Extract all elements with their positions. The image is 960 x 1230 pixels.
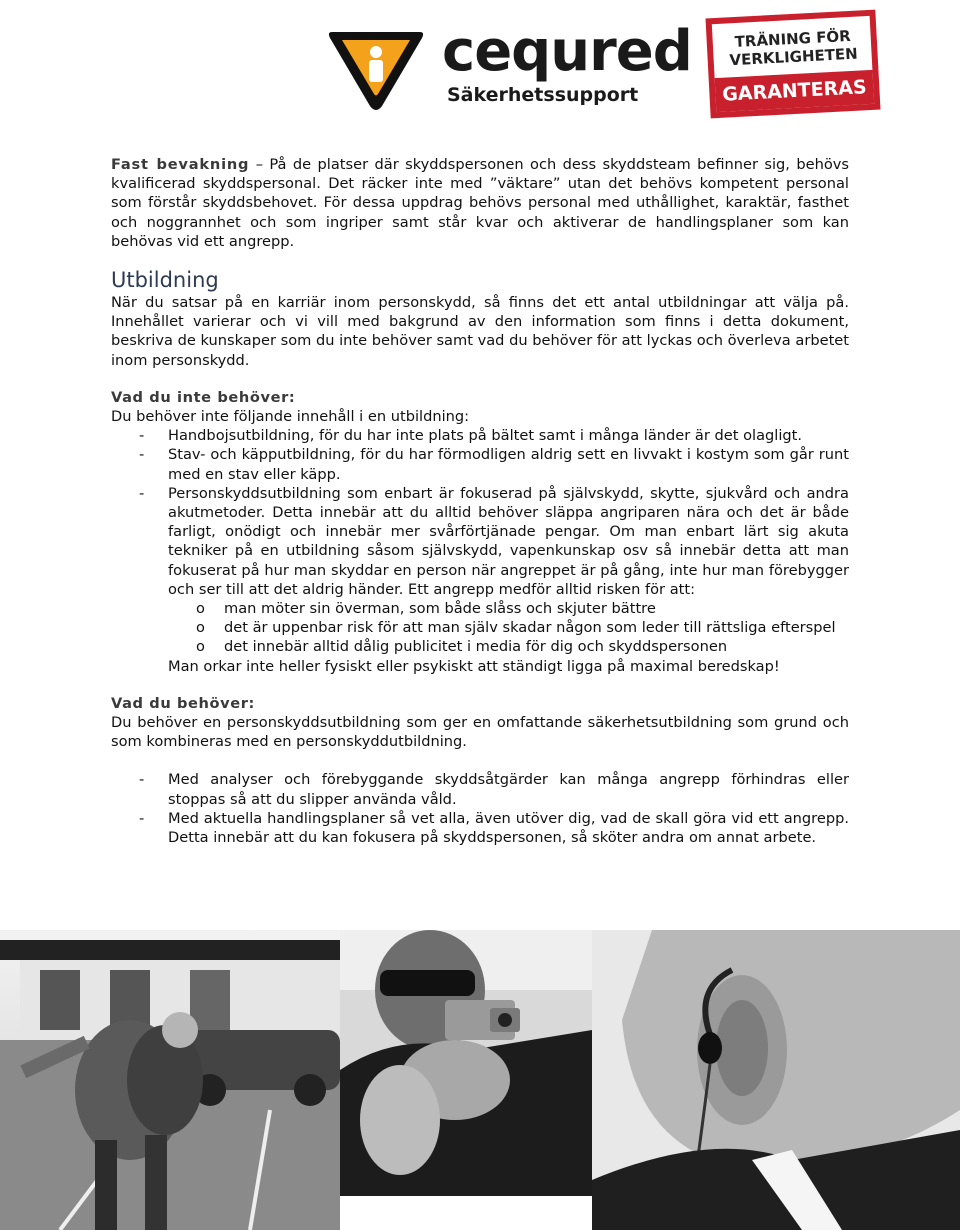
aiming-pistol-image — [340, 930, 592, 1196]
photo-strip — [0, 930, 960, 1230]
badge-line-3: GARANTERAS — [715, 70, 875, 112]
cequred-logo-icon — [326, 28, 426, 112]
list-item — [111, 484, 849, 657]
badge-line-2: VERKLIGHETEN — [729, 44, 859, 70]
risk-sublist — [168, 599, 849, 657]
list-item-text: Personskyddsutbildning som enbart är fokuserad på självskydd, skytte, sjukvård och andra akutmetoder. Detta innebär att du alltid behöver släppa angriparen nära och det är både farligt, onödigt och innebär mer svårförtjänade pengar. Om man enbart lärt sig akuta tekniker på en utbildning såsom självskydd, vapenkunskap osv så innebär detta att man fokuserat på hur man skyddar en person när angreppet är på gång, inte hur man förebygger och ser till att det aldrig händer. Ett angrepp medför alltid risken för att: — [168, 484, 849, 598]
badge-heading — [720, 26, 866, 69]
sub-list-item: o man möter sin överman, som både slåss och skjuter bättre — [168, 599, 849, 618]
takedown-scene-image — [0, 930, 340, 1230]
intro-run-heading: Fast bevakning — [111, 156, 250, 173]
earpiece-closeup-image — [592, 930, 960, 1230]
section-heading-inte-behover: Vad du inte behöver: — [111, 388, 296, 406]
photo-earpiece-closeup — [592, 930, 960, 1230]
inte-behover-lead: Du behöver inte följande innehåll i en utbildning: — [111, 408, 470, 426]
inte-behover-closing: Man orkar inte heller fysiskt eller psykiskt att ständigt ligga på maximal beredskap! — [168, 657, 780, 675]
inte-behover-list — [111, 426, 849, 656]
page-header — [0, 0, 960, 140]
behover-list — [111, 770, 849, 847]
sub-list-item: o det är uppenbar risk för att man själv skadar någon som leder till rättsliga efterspel — [168, 618, 849, 637]
list-item: - Med aktuella handlingsplaner så vet alla, även utöver dig, vad de skall göra vid ett angrepp. Detta innebär att du kan fokusera på skyddspersonen, så sköter andra om annat arbete. — [111, 809, 849, 847]
list-item: - Handbojsutbildning, för du har inte plats på bältet samt i många länder är det olagligt. — [111, 426, 849, 445]
intro-text: – På de platser där skyddspersonen och dess skyddsteam befinner sig, behövs kvalificerad skyddspersonal. Det räcker inte med ”väktare” utan det behövs kompetent personal som förstår skyddsbehovet. För dessa uppdrag behövs personal med uthållighet, karaktär, fasthet och noggrannhet och som ingriper samt står kvar och aktiverar de handlingsplaner som kan behövas vid ett angrepp. — [111, 156, 850, 250]
section-heading-utbildning: Utbildning — [111, 268, 219, 293]
behover-paragraph: Du behöver en personskyddsutbildning som ger en omfattande säkerhetsutbildning som grund och som kombineras med en personskyddutbildning. — [111, 714, 849, 751]
badge-line-1: TRÄNING FÖR — [734, 26, 852, 52]
sub-list-item: o det innebär alltid dålig publicitet i media för dig och skyddspersonen — [168, 637, 849, 656]
utbildning-paragraph: När du satsar på en karriär inom personskydd, så finns det ett antal utbildningar att välja på. Innehållet varierar och vi vill med bakgrund av den information som finns i detta dokument, beskriva de kunskaper som du inte behöver samt vad du behöver för att lyckas och överleva arbetet inom personskydd. — [111, 294, 849, 369]
logo-tagline: Säkerhetssupport — [447, 84, 639, 106]
document-body — [111, 155, 849, 847]
logo-wordmark: cequred — [442, 19, 692, 84]
list-item: - Stav- och käpputbildning, för du har förmodligen aldrig sett en livvakt i kostym som går runt med en stav eller käpp. — [111, 445, 849, 483]
photo-takedown-scene — [0, 930, 340, 1230]
photo-person-aiming-pistol — [340, 930, 592, 1196]
guarantee-badge — [705, 10, 880, 119]
intro-paragraph — [111, 155, 849, 251]
list-item: - Med analyser och förebyggande skyddsåtgärder kan många angrepp förhindras eller stoppas så att du slipper använda våld. — [111, 770, 849, 808]
section-heading-behover: Vad du behöver: — [111, 694, 255, 712]
